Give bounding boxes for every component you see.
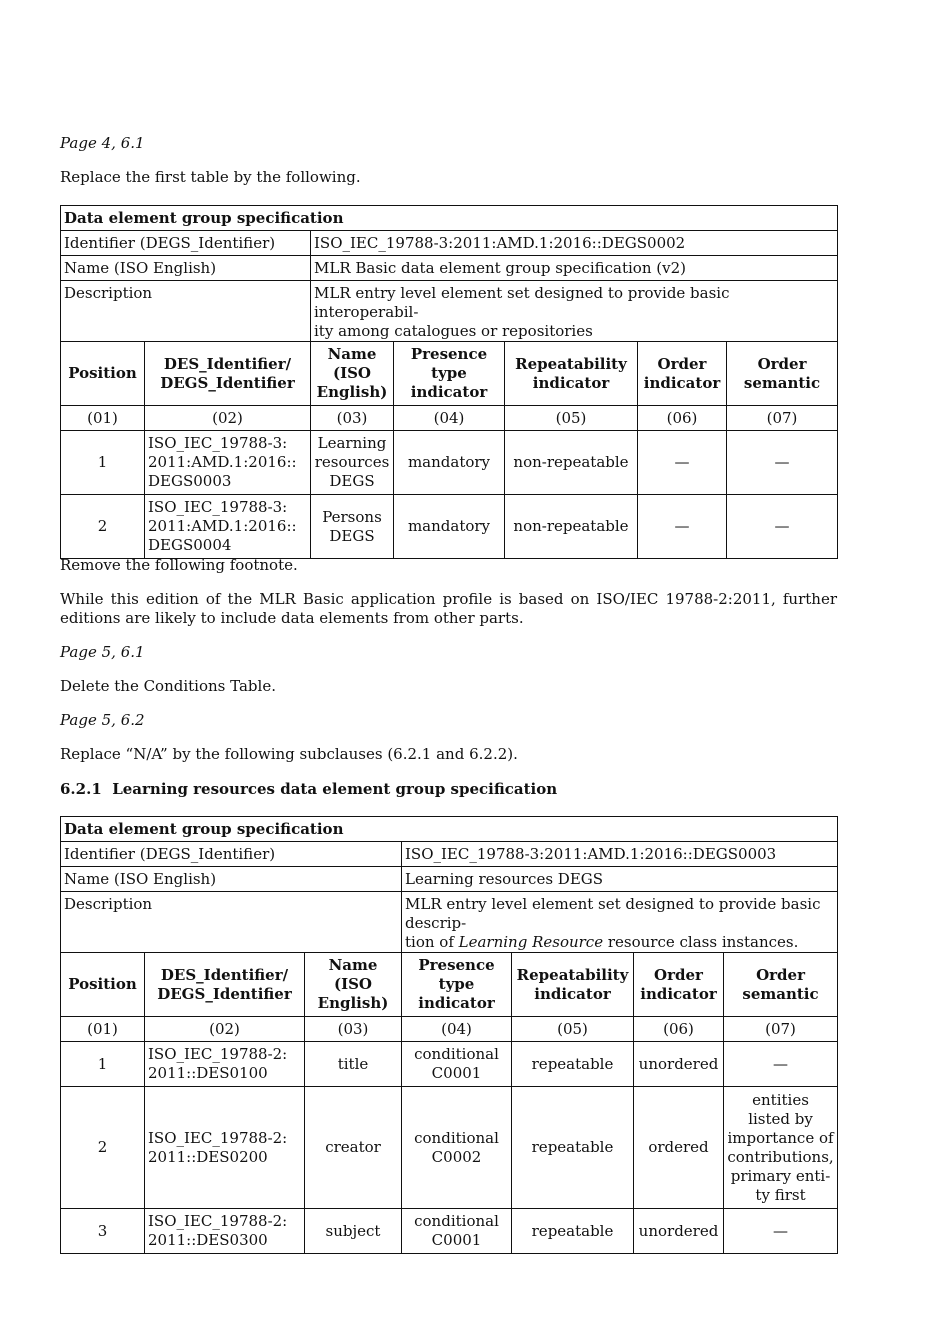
table-row bbox=[61, 1042, 838, 1087]
delete-instruction: Delete the Conditions Table. bbox=[60, 677, 276, 695]
cell-identifier: ISO_IEC_19788-2: 2011::DES0200 bbox=[145, 1087, 305, 1209]
cell-order-indicator: — bbox=[638, 431, 727, 495]
cell-order-semantic: — bbox=[727, 431, 838, 495]
section-heading bbox=[60, 780, 837, 799]
cell-position: 1 bbox=[61, 1042, 145, 1087]
column-header-order-semantic: Order semantic bbox=[724, 953, 838, 1017]
cell-presence: conditional C0001 bbox=[402, 1042, 512, 1087]
column-header-order-indicator: Order indicator bbox=[634, 953, 724, 1017]
identifier-value: ISO_IEC_19788-3:2011:AMD.1:2016::DEGS0002 bbox=[311, 231, 838, 256]
column-number: (04) bbox=[394, 406, 505, 431]
remove-footnote-instruction: Remove the following footnote. bbox=[60, 556, 298, 574]
name-value: Learning resources DEGS bbox=[402, 867, 838, 892]
column-header-order-indicator: Order indicator bbox=[638, 342, 727, 406]
cell-order-semantic: — bbox=[727, 495, 838, 559]
name-value: MLR Basic data element group specification (v2) bbox=[311, 256, 838, 281]
column-number: (07) bbox=[724, 1017, 838, 1042]
cell-order-indicator: unordered bbox=[634, 1209, 724, 1254]
replace-instruction: Replace “N/A” by the following subclauses (6.2.1 and 6.2.2). bbox=[60, 745, 518, 763]
cell-repeatability: repeatable bbox=[512, 1209, 634, 1254]
column-number: (04) bbox=[402, 1017, 512, 1042]
identifier-value: ISO_IEC_19788-3:2011:AMD.1:2016::DEGS0003 bbox=[402, 842, 838, 867]
cell-position: 2 bbox=[61, 1087, 145, 1209]
cell-name: Persons DEGS bbox=[311, 495, 394, 559]
cell-name: subject bbox=[305, 1209, 402, 1254]
cell-identifier: ISO_IEC_19788-3: 2011:AMD.1:2016:: DEGS0003 bbox=[145, 431, 311, 495]
cell-order-semantic: — bbox=[724, 1209, 838, 1254]
column-header-position: Position bbox=[61, 342, 145, 406]
column-number: (03) bbox=[305, 1017, 402, 1042]
column-header-identifier: DES_Identifier/ DEGS_Identifier bbox=[145, 953, 305, 1017]
cell-name: title bbox=[305, 1042, 402, 1087]
table-row bbox=[61, 1087, 838, 1209]
column-header-repeatability: Repeatability indicator bbox=[505, 342, 638, 406]
cell-presence: conditional C0002 bbox=[402, 1087, 512, 1209]
description-line: MLR entry level element set designed to provide basic interoperabil- bbox=[314, 284, 730, 321]
column-number: (03) bbox=[311, 406, 394, 431]
cell-identifier: ISO_IEC_19788-2: 2011::DES0300 bbox=[145, 1209, 305, 1254]
name-label: Name (ISO English) bbox=[61, 867, 402, 892]
description-label: Description bbox=[61, 281, 311, 342]
column-header-position: Position bbox=[61, 953, 145, 1017]
column-number: (05) bbox=[512, 1017, 634, 1042]
cell-identifier: ISO_IEC_19788-3: 2011:AMD.1:2016:: DEGS0004 bbox=[145, 495, 311, 559]
cell-position: 1 bbox=[61, 431, 145, 495]
section-title: Learning resources data element group specification bbox=[112, 780, 558, 798]
table-row bbox=[61, 431, 838, 495]
description-value bbox=[311, 281, 838, 342]
cell-presence: conditional C0001 bbox=[402, 1209, 512, 1254]
cell-repeatability: non-repeatable bbox=[505, 495, 638, 559]
cell-identifier: ISO_IEC_19788-2: 2011::DES0100 bbox=[145, 1042, 305, 1087]
identifier-label: Identifier (DEGS_Identifier) bbox=[61, 231, 311, 256]
cell-order-indicator: unordered bbox=[634, 1042, 724, 1087]
column-header-presence: Presence type indicator bbox=[394, 342, 505, 406]
cell-order-indicator: ordered bbox=[634, 1087, 724, 1209]
degs-table-2 bbox=[60, 816, 838, 1254]
degs-table-1 bbox=[60, 205, 838, 559]
column-header-name: Name (ISO English) bbox=[305, 953, 402, 1017]
cell-presence: mandatory bbox=[394, 431, 505, 495]
column-number: (01) bbox=[61, 1017, 145, 1042]
table-row bbox=[61, 1209, 838, 1254]
cell-order-semantic: entities listed by importance of contributions, primary enti- ty first bbox=[724, 1087, 838, 1209]
column-number: (06) bbox=[634, 1017, 724, 1042]
cell-position: 3 bbox=[61, 1209, 145, 1254]
column-number: (02) bbox=[145, 406, 311, 431]
description-line: MLR entry level element set designed to provide basic descrip- bbox=[405, 895, 821, 932]
instruction-text: Replace the first table by the following. bbox=[60, 168, 361, 186]
column-number: (07) bbox=[727, 406, 838, 431]
column-header-order-semantic: Order semantic bbox=[727, 342, 838, 406]
column-header-name: Name (ISO English) bbox=[311, 342, 394, 406]
column-header-repeatability: Repeatability indicator bbox=[512, 953, 634, 1017]
description-line: tion of Learning Resource resource class instances. bbox=[405, 933, 799, 951]
section-number: 6.2.1 bbox=[60, 780, 102, 798]
identifier-label: Identifier (DEGS_Identifier) bbox=[61, 842, 402, 867]
column-header-identifier: DES_Identifier/ DEGS_Identifier bbox=[145, 342, 311, 406]
cell-name: creator bbox=[305, 1087, 402, 1209]
description-label: Description bbox=[61, 892, 402, 953]
description-line: ity among catalogues or repositories bbox=[314, 322, 593, 340]
cell-repeatability: repeatable bbox=[512, 1042, 634, 1087]
name-label: Name (ISO English) bbox=[61, 256, 311, 281]
description-value bbox=[402, 892, 838, 953]
column-number: (06) bbox=[638, 406, 727, 431]
page-reference: Page 5, 6.2 bbox=[60, 711, 145, 729]
page-reference: Page 4, 6.1 bbox=[60, 134, 145, 152]
table-caption: Data element group specification bbox=[61, 817, 838, 842]
table-caption: Data element group specification bbox=[61, 206, 838, 231]
cell-order-indicator: — bbox=[638, 495, 727, 559]
cell-presence: mandatory bbox=[394, 495, 505, 559]
column-number: (02) bbox=[145, 1017, 305, 1042]
cell-position: 2 bbox=[61, 495, 145, 559]
table-row bbox=[61, 495, 838, 559]
column-header-presence: Presence type indicator bbox=[402, 953, 512, 1017]
cell-repeatability: repeatable bbox=[512, 1087, 634, 1209]
cell-name: Learning resources DEGS bbox=[311, 431, 394, 495]
cell-repeatability: non-repeatable bbox=[505, 431, 638, 495]
page-reference: Page 5, 6.1 bbox=[60, 643, 145, 661]
column-number: (01) bbox=[61, 406, 145, 431]
column-number: (05) bbox=[505, 406, 638, 431]
cell-order-semantic: — bbox=[724, 1042, 838, 1087]
footnote-text: While this edition of the MLR Basic application profile is based on ISO/IEC 19788-2:2011, further editions are likely to include data elements from other parts. bbox=[60, 590, 837, 627]
